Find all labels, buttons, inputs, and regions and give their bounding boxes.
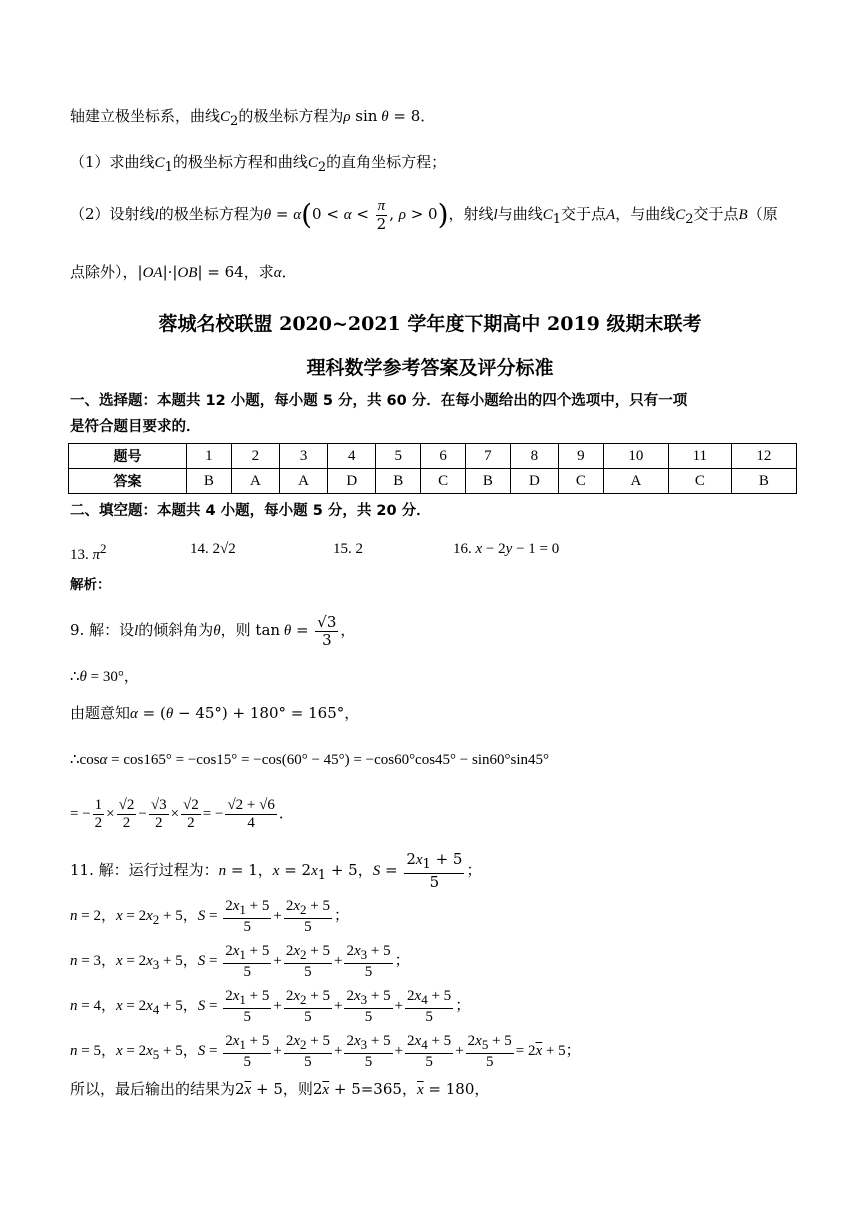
table-cell: 5	[376, 444, 421, 469]
table-cell: 12	[731, 444, 796, 469]
solution-11-line-5: n = 5，$x = 2x_5 + 5$，S = $\frac{2x_1 + 5}{5}$ + $\frac{2x_2 + 5}{5}$ + $\frac{2x_3 + 5}{5}$ + $\frac{2x_4 + 5}{5}$ + $\frac{2x_5 + 5}{5}$ = $2\overline{x} + 5$；	[70, 1032, 581, 1070]
solution-11-line-4: n = 4，$x = 2x_4 + 5$，S = $\frac{2x_1 + 5}{5}$ + $\frac{2x_2 + 5}{5}$ + $\frac{2x_3 + 5}{5}$ + $\frac{2x_4 + 5}{5}$ ；	[70, 987, 471, 1025]
table-row	[69, 444, 797, 469]
question-part-2: （2）设射线l的极坐标方程为θ = α(0 < α < $\frac{\pi}{2}$ , ρ > 0)，射线l与曲线$C_1$交于点A，与曲线$C_2$交于点B（原	[70, 198, 778, 233]
page-subtitle: 理科数学参考答案及评分标准	[306, 357, 554, 379]
solution-11-line-1: 11. 解：运行过程为：n = 1，$x = 2x_1 + 5$，S = $\frac{2x_1 + 5}{5}$ ；	[70, 850, 482, 891]
table-cell: C	[559, 469, 604, 494]
table-cell: 11	[668, 444, 731, 469]
solution-11-line-6: 所以，最后输出的结果为$2\overline{x} + 5$，则$2\overline{x} + 5=365$，$\overline{x} = 180$，	[70, 1080, 490, 1098]
solution-9-line-3: 由题意知α = (θ − 45°) + 180° = 165°，	[70, 704, 360, 722]
table-cell: B	[466, 469, 511, 494]
section-2-heading: 二、填空题：本题共 4 小题，每小题 5 分，共 20 分．	[70, 503, 431, 519]
table-cell: C	[668, 469, 731, 494]
table-cell: 4	[328, 444, 376, 469]
table-cell: D	[328, 469, 376, 494]
question-intro: 轴建立极坐标系，曲线$C_2$的极坐标方程为ρ sin θ = 8．	[70, 107, 436, 129]
table-cell: A	[280, 469, 328, 494]
table-cell: 7	[466, 444, 511, 469]
solution-11-line-3: n = 3，$x = 2x_3 + 5$，S = $\frac{2x_1 + 5}{5}$ + $\frac{2x_2 + 5}{5}$ + $\frac{2x_3 + 5}{5}$ ；	[70, 942, 410, 980]
fill-answer-13: 13. $\pi^2$	[70, 541, 107, 563]
question-part-2-cont: 点除外），|OA|·|OB| = 64，求α．	[70, 263, 297, 281]
answer-table	[68, 443, 797, 494]
table-cell: 8	[510, 444, 558, 469]
section-1-heading-cont: 是符合题目要求的．	[70, 419, 201, 435]
table-cell: B	[731, 469, 796, 494]
table-cell: 9	[559, 444, 604, 469]
table-cell: B	[187, 469, 232, 494]
table-cell: 3	[280, 444, 328, 469]
table-cell: 10	[603, 444, 668, 469]
table-row	[69, 469, 797, 494]
analysis-label: 解析：	[70, 577, 111, 593]
section-1-heading: 一、选择题：本题共 12 小题，每小题 5 分，共 60 分．在每小题给出的四个选项中，只有一项	[70, 393, 688, 409]
solution-9-line-4: ∴cosα = cos165° = −cos15° = −cos(60° − 45°) = −cos60°cos45° − sin60°sin45°	[70, 752, 550, 768]
page-title: 蓉城名校联盟 2020~2021 学年度下期高中 2019 级期末联考	[158, 313, 702, 335]
solution-9-line-2: ∴θ = 30°，	[70, 669, 139, 685]
table-cell: 6	[421, 444, 466, 469]
table-cell: A	[603, 469, 668, 494]
table-answer-label: 答案	[69, 469, 187, 494]
table-cell: A	[231, 469, 279, 494]
fill-answer-15: 15. 2	[333, 541, 363, 557]
fill-answer-16: 16. x − 2y − 1 = 0	[453, 541, 560, 557]
solution-11-line-2: n = 2，$x = 2x_2 + 5$，S = $\frac{2x_1 + 5}{5}$ + $\frac{2x_2 + 5}{5}$ ；	[70, 897, 349, 935]
table-cell: C	[421, 469, 466, 494]
table-cell: 2	[231, 444, 279, 469]
table-header-label: 题号	[69, 444, 187, 469]
solution-9-line-5: = − $\frac{1}{2}$ × $\frac{√2}{2}$ − $\frac{√3}{2}$ × $\frac{√2}{2}$ = − $\frac{√2 + √6}{4}$ ．	[70, 797, 294, 832]
fill-answer-14: 14. 2√2	[190, 541, 236, 557]
table-cell: 1	[187, 444, 232, 469]
table-cell: B	[376, 469, 421, 494]
table-cell: D	[510, 469, 558, 494]
solution-9-line-1: 9. 解：设l的倾斜角为θ，则 tan θ = $\frac{√3}{3}$ ，	[70, 612, 356, 649]
question-part-1: （1）求曲线$C_1$的极坐标方程和曲线$C_2$的直角坐标方程；	[70, 153, 447, 175]
